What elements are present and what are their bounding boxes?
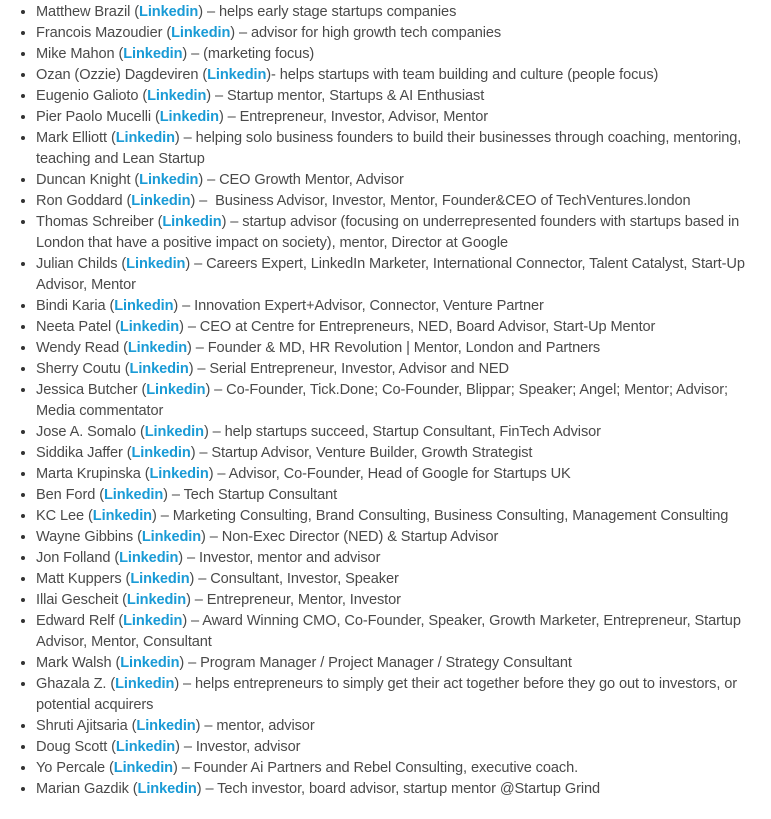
list-item <box>36 485 764 506</box>
linkedin-link[interactable]: Linkedin <box>126 592 187 608</box>
mentor-description: Co-Founder, Tick.Done; Co-Founder, Blippar; Speaker; Angel; Mentor; Advisor; Media commentator <box>36 382 728 419</box>
list-item <box>36 611 764 653</box>
separator: – <box>194 571 211 587</box>
paren-open: ( <box>162 25 172 41</box>
paren-close: ) <box>185 256 191 272</box>
list-item <box>36 65 764 86</box>
mentor-name: Shruti Ajitsaria <box>36 718 128 734</box>
mentor-description: Non-Exec Director (NED) & Startup Advisor <box>221 529 499 545</box>
paren-open: ( <box>140 466 150 482</box>
paren-close: ) <box>188 361 194 377</box>
paren-close: ) <box>198 4 203 20</box>
paren-open: ( <box>114 46 124 62</box>
linkedin-link[interactable]: Linkedin <box>139 172 199 188</box>
paren-open: ( <box>105 298 115 314</box>
separator: – <box>203 172 220 188</box>
mentor-description: Consultant, Investor, Speaker <box>210 571 399 587</box>
linkedin-link[interactable]: Linkedin <box>159 109 219 125</box>
linkedin-link[interactable]: Linkedin <box>162 214 222 230</box>
paren-close: ) <box>196 781 202 797</box>
list-item <box>36 443 764 464</box>
separator: – <box>184 655 201 671</box>
paren-open: ( <box>122 193 132 209</box>
paren-close: ) <box>208 466 214 482</box>
linkedin-link[interactable]: Linkedin <box>92 508 152 524</box>
paren-open: ( <box>130 172 140 188</box>
mentor-name: Ghazala Z. <box>36 676 107 692</box>
list-item <box>36 170 764 191</box>
separator: – <box>183 319 200 335</box>
paren-open: ( <box>84 508 93 524</box>
paren-open: ( <box>133 529 142 545</box>
mentor-name: Sherry Coutu <box>36 361 121 377</box>
separator: – <box>156 508 173 524</box>
mentor-description: CEO at Centre for Entrepreneurs, NED, Board Advisor, Start-Up Mentor <box>199 319 656 335</box>
list-item <box>36 464 764 485</box>
mentor-name: Francois Mazoudier <box>36 25 163 41</box>
linkedin-link[interactable]: Linkedin <box>123 613 183 629</box>
linkedin-link[interactable]: Linkedin <box>129 361 189 377</box>
separator: – <box>178 298 195 314</box>
separator: – <box>211 88 227 104</box>
mentor-description: Entrepreneur, Mentor, Investor <box>206 592 401 608</box>
paren-close: ) <box>205 382 211 398</box>
separator: – <box>179 676 196 692</box>
list-item <box>36 674 764 716</box>
separator: – <box>195 445 212 461</box>
separator: – <box>210 382 227 398</box>
paren-open: ( <box>110 550 120 566</box>
mentor-name: Yo Percale <box>36 760 106 776</box>
linkedin-link[interactable]: Linkedin <box>130 571 190 587</box>
separator: – <box>179 739 196 755</box>
list-item <box>36 422 764 443</box>
mentor-name: Matt Kuppers <box>36 571 122 587</box>
paren-close: ) <box>179 655 185 671</box>
linkedin-link[interactable]: Linkedin <box>149 466 209 482</box>
linkedin-link[interactable]: Linkedin <box>147 88 207 104</box>
list-item <box>36 779 764 800</box>
linkedin-link[interactable]: Linkedin <box>115 739 176 755</box>
separator: – <box>208 424 225 440</box>
mentor-description: Tech Startup Consultant <box>183 487 338 503</box>
separator: – <box>195 193 212 209</box>
paren-open: ( <box>114 613 124 629</box>
separator: – <box>226 214 243 230</box>
separator: – <box>223 109 240 125</box>
paren-close: ) <box>218 109 224 125</box>
paren-open: ( <box>127 718 137 734</box>
mentor-name: Mark Walsh <box>36 655 112 671</box>
mentor-description: mentor, advisor <box>216 718 315 734</box>
separator: - <box>271 67 280 83</box>
mentor-name: Ozan (Ozzie) Dagdeviren <box>36 67 203 83</box>
separator: – <box>187 613 203 629</box>
list-item <box>36 758 764 779</box>
mentor-description: CEO Growth Mentor, Advisor <box>219 172 404 188</box>
paren-open: ( <box>128 781 138 797</box>
mentor-description: Startup mentor, Startups & AI Enthusiast <box>226 88 485 104</box>
linkedin-link[interactable]: Linkedin <box>115 676 175 692</box>
paren-open: ( <box>118 592 127 608</box>
separator: – <box>201 781 218 797</box>
paren-open: ( <box>136 424 145 440</box>
paren-open: ( <box>121 571 131 587</box>
mentor-name: Wendy Read <box>36 340 120 356</box>
paren-close: ) <box>182 46 188 62</box>
linkedin-link[interactable]: Linkedin <box>137 781 197 797</box>
mentor-description: Award Winning CMO, Co-Founder, Speaker, Growth Marketer, Entrepreneur, Startup Advisor, Mentor, Consultant <box>36 613 741 650</box>
mentor-description: helping solo business founders to build their businesses through coaching, mentoring, teaching and Lean Startup <box>36 130 742 167</box>
separator: – <box>190 592 207 608</box>
mentor-name: Doug Scott <box>36 739 108 755</box>
paren-open: ( <box>105 760 114 776</box>
list-item <box>36 527 764 548</box>
mentor-name: Eugenio Galioto <box>36 88 139 104</box>
linkedin-link[interactable]: Linkedin <box>115 130 175 146</box>
linkedin-link[interactable]: Linkedin <box>119 550 179 566</box>
list-item <box>36 653 764 674</box>
mentor-description: Serial Entrepreneur, Investor, Advisor and NED <box>209 361 510 377</box>
mentor-description: (marketing focus) <box>203 46 315 62</box>
mentor-name: Julian Childs <box>36 256 118 272</box>
mentor-description: helps entrepreneurs to simply get their act together before they go out to investors, or potential acquirers <box>36 676 738 713</box>
mentor-description: Investor, advisor <box>195 739 301 755</box>
mentor-name: Thomas Schreiber <box>36 214 154 230</box>
mentor-name: Duncan Knight <box>36 172 131 188</box>
linkedin-link[interactable]: Linkedin <box>119 319 180 335</box>
paren-open: ( <box>111 319 120 335</box>
mentor-name: Illai Gescheit <box>36 592 119 608</box>
mentor-name: Pier Paolo Mucelli <box>36 109 152 125</box>
mentor-name: KC Lee <box>36 508 85 524</box>
paren-open: ( <box>137 382 147 398</box>
mentor-description: Program Manager / Project Manager / Strategy Consultant <box>200 655 572 671</box>
paren-close: ) <box>152 508 157 524</box>
list-item <box>36 590 764 611</box>
separator: – <box>191 340 208 356</box>
linkedin-link[interactable]: Linkedin <box>103 487 164 503</box>
linkedin-link[interactable]: Linkedin <box>139 4 199 20</box>
list-item <box>36 191 764 212</box>
list-item <box>36 107 764 128</box>
mentor-description: helps startups with team building and culture (people focus) <box>279 67 659 83</box>
linkedin-link[interactable]: Linkedin <box>171 25 231 41</box>
paren-open: ( <box>95 487 104 503</box>
list-item <box>36 317 764 338</box>
separator: – <box>193 361 210 377</box>
mentor-description: Founder Ai Partners and Rebel Consulting, executive coach. <box>193 760 579 776</box>
mentor-description: Founder & MD, HR Revolution | Mentor, London and Partners <box>207 340 601 356</box>
list-item <box>36 338 764 359</box>
mentor-name: Mike Mahon <box>36 46 115 62</box>
mentor-name: Wayne Gibbins <box>36 529 134 545</box>
list-item <box>36 23 764 44</box>
separator: – <box>177 760 194 776</box>
paren-close: ) <box>186 592 191 608</box>
mentor-description: Startup Advisor, Venture Builder, Growth Strategist <box>211 445 533 461</box>
paren-close: ) <box>198 172 204 188</box>
paren-close: ) <box>187 340 192 356</box>
mentor-name: Ben Ford <box>36 487 96 503</box>
paren-close: ) <box>172 760 178 776</box>
paren-close: ) <box>190 445 196 461</box>
linkedin-link[interactable]: Linkedin <box>126 256 186 272</box>
paren-open: ( <box>106 676 116 692</box>
paren-open: ( <box>120 361 130 377</box>
list-item <box>36 359 764 380</box>
paren-close: ) <box>189 571 195 587</box>
separator: – <box>235 25 251 41</box>
list-item <box>36 296 764 317</box>
paren-close: ) <box>195 718 201 734</box>
mentor-name: Marian Gazdik <box>36 781 129 797</box>
list-item <box>36 128 764 170</box>
linkedin-link[interactable]: Linkedin <box>207 67 267 83</box>
list-item <box>36 254 764 296</box>
linkedin-link[interactable]: Linkedin <box>114 298 174 314</box>
list-item <box>36 716 764 737</box>
paren-close: ) <box>221 214 227 230</box>
mentor-description: Investor, mentor and advisor <box>198 550 381 566</box>
linkedin-link[interactable]: Linkedin <box>146 382 206 398</box>
linkedin-link[interactable]: Linkedin <box>136 718 196 734</box>
paren-open: ( <box>153 214 163 230</box>
paren-open: ( <box>130 4 140 20</box>
mentor-name: Jon Folland <box>36 550 111 566</box>
list-item <box>36 86 764 107</box>
linkedin-link[interactable]: Linkedin <box>123 46 183 62</box>
separator: – <box>213 466 229 482</box>
list-item <box>36 737 764 758</box>
list-item <box>36 569 764 590</box>
mentor-description: Entrepreneur, Investor, Advisor, Mentor <box>239 109 489 125</box>
list-item <box>36 380 764 422</box>
list-item <box>36 548 764 569</box>
separator: – <box>200 718 217 734</box>
paren-close: ) <box>230 25 236 41</box>
list-item <box>36 212 764 254</box>
mentor-description: Tech investor, board advisor, startup mentor @Startup Grind <box>217 781 601 797</box>
paren-close: ) <box>178 550 184 566</box>
paren-open: ( <box>138 88 148 104</box>
mentor-name: Matthew Brazil <box>36 4 131 20</box>
mentor-description: Careers Expert, LinkedIn Marketer, International Connector, Talent Catalyst, Start-Up Advisor, Mentor <box>36 256 745 293</box>
mentor-description: Business Advisor, Investor, Mentor, Founder&CEO of TechVentures.london <box>211 193 691 209</box>
separator: – <box>167 487 184 503</box>
paren-open: ( <box>107 739 116 755</box>
separator: – <box>183 550 199 566</box>
linkedin-link[interactable]: Linkedin <box>127 340 188 356</box>
paren-close: ) <box>175 739 180 755</box>
paren-open: ( <box>122 445 132 461</box>
paren-close: ) <box>201 529 206 545</box>
paren-close: ) <box>173 298 179 314</box>
mentor-name: Edward Relf <box>36 613 115 629</box>
mentor-description: advisor for high growth tech companies <box>250 25 502 41</box>
paren-open: ( <box>111 655 121 671</box>
mentor-name: Bindi Karia <box>36 298 106 314</box>
paren-close: ) <box>174 676 180 692</box>
mentor-description: Innovation Expert+Advisor, Connector, Venture Partner <box>194 298 544 314</box>
paren-open: ( <box>106 130 116 146</box>
separator: – <box>205 529 222 545</box>
paren-close: ) <box>266 67 272 83</box>
mentor-name: Mark Elliott <box>36 130 107 146</box>
linkedin-link[interactable]: Linkedin <box>141 529 202 545</box>
mentor-name: Neeta Patel <box>36 319 112 335</box>
separator: – <box>190 256 207 272</box>
mentor-name: Ron Goddard <box>36 193 123 209</box>
separator: – <box>203 4 219 20</box>
paren-open: ( <box>202 67 208 83</box>
linkedin-link[interactable]: Linkedin <box>131 193 191 209</box>
paren-close: ) <box>182 613 188 629</box>
paren-close: ) <box>174 130 180 146</box>
paren-open: ( <box>117 256 127 272</box>
mentor-description: help startups succeed, Startup Consultant, FinTech Advisor <box>224 424 601 440</box>
paren-close: ) <box>179 319 184 335</box>
linkedin-link[interactable]: Linkedin <box>144 424 204 440</box>
paren-close: ) <box>163 487 168 503</box>
paren-close: ) <box>190 193 196 209</box>
separator: – <box>179 130 196 146</box>
paren-open: ( <box>119 340 128 356</box>
paren-close: ) <box>203 424 209 440</box>
paren-close: ) <box>206 88 212 104</box>
mentor-description: helps early stage startups companies <box>218 4 457 20</box>
linkedin-link[interactable]: Linkedin <box>113 760 173 776</box>
mentor-name: Siddika Jaffer <box>36 445 123 461</box>
list-item <box>36 44 764 65</box>
mentor-name: Jessica Butcher <box>36 382 138 398</box>
list-item <box>36 2 764 23</box>
mentor-description: startup advisor (focusing on underrepresented founders with startups based in London that have a positive impact on society), mentor, Director at Google <box>36 214 740 251</box>
linkedin-link[interactable]: Linkedin <box>131 445 191 461</box>
list-item <box>36 506 764 527</box>
mentor-name: Jose A. Somalo <box>36 424 137 440</box>
linkedin-link[interactable]: Linkedin <box>120 655 180 671</box>
mentor-name: Marta Krupinska <box>36 466 141 482</box>
mentor-description: Advisor, Co-Founder, Head of Google for Startups UK <box>228 466 571 482</box>
paren-open: ( <box>151 109 160 125</box>
mentor-description: Marketing Consulting, Brand Consulting, Business Consulting, Management Consulting <box>172 508 729 524</box>
separator: – <box>187 46 204 62</box>
